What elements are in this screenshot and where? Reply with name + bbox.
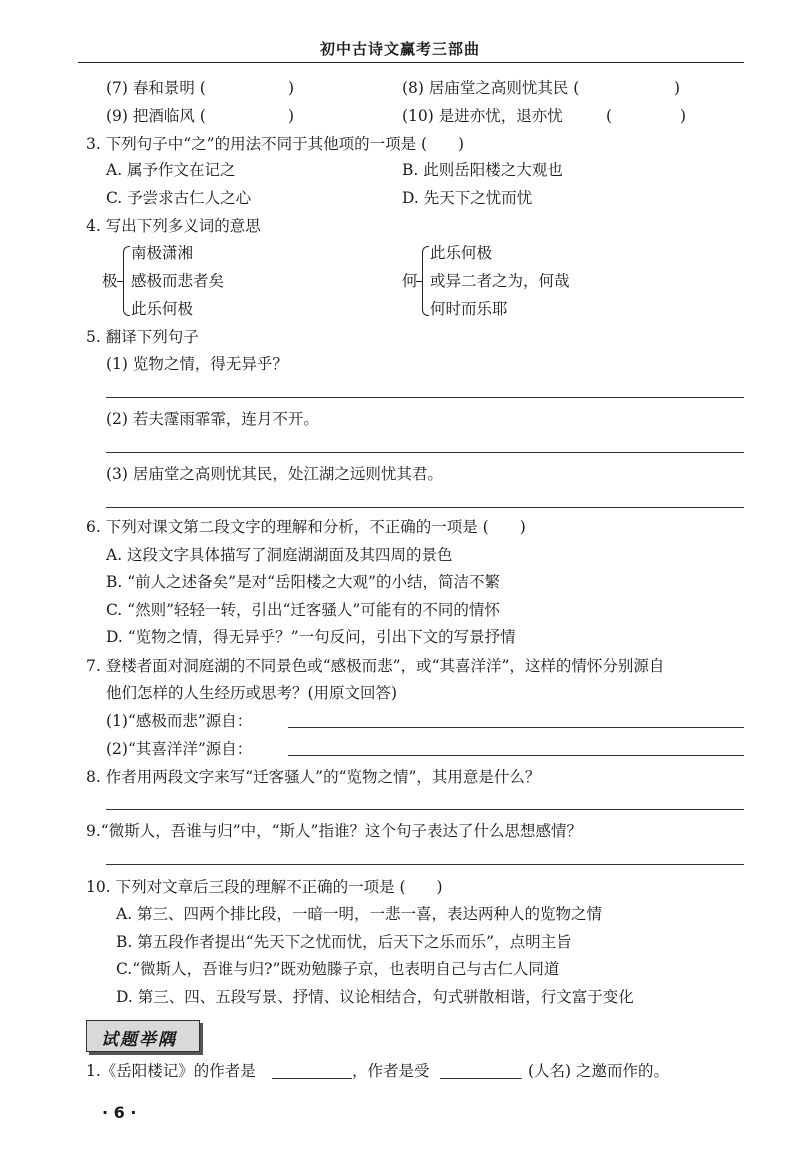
q10-option-d: D. 第三、四、五段写景、抒情、议论相结合，句式骈散相谐，行文富于变化 [116, 988, 634, 1006]
q2-item-10-close: ) [680, 107, 687, 125]
q7-answer-line-2 [288, 755, 744, 756]
q2-item-8: (8) 居庙堂之高则忧其民 ( [402, 79, 580, 97]
q5-sentence-1: (1) 览物之情，得无异乎？ [106, 355, 288, 373]
q9-stem: 9.“微斯人，吾谁与归”中，“斯人”指谁？这个句子表达了什么思想感情？ [86, 822, 582, 840]
q2-item-10: (10) 是进亦忧，退亦忧 [402, 107, 563, 125]
q4-word-1-item-2: 感极而悲者矣 [131, 272, 225, 290]
q5-stem: 5. 翻译下列句子 [86, 328, 199, 346]
q6-option-b: B. “前人之述备矣”是对“岳阳楼之大观”的小结，简洁不繁 [106, 573, 500, 591]
q3-option-c: C. 予尝求古仁人之心 [106, 189, 252, 207]
s1-blank-2 [440, 1078, 522, 1079]
section-tag-label: 试题举隅 [101, 1030, 177, 1050]
q7-sub-1: (1)“感极而悲”源自： [106, 712, 253, 730]
q6-option-c: C. “然则”轻轻一转，引出“迁客骚人”可能有的不同的情怀 [106, 601, 500, 619]
q2-item-10-open: ( [606, 107, 613, 125]
q10-option-b: B. 第五段作者提出“先天下之忧而忧，后天下之乐而乐”，点明主旨 [116, 933, 572, 951]
section-tag [86, 1020, 200, 1052]
q10-stem: 10. 下列对文章后三段的理解不正确的一项是 ( ) [86, 878, 443, 896]
s1-blank-1 [272, 1078, 352, 1079]
q5-answer-line-2 [106, 452, 744, 453]
q5-sentence-3: (3) 居庙堂之高则忧其民，处江湖之远则忧其君。 [106, 465, 443, 483]
q2-item-7: (7) 春和景明 ( [106, 79, 206, 97]
q7-stem-line-1: 7. 登楼者面对洞庭湖的不同景色或“感极而悲”，或“其喜洋洋”，这样的情怀分别源自 [86, 657, 665, 675]
q8-stem: 8. 作者用两段文字来写“迁客骚人”的“览物之情”，其用意是什么？ [86, 768, 541, 786]
q7-answer-line-1 [288, 727, 744, 728]
q6-option-a: A. 这段文字具体描写了洞庭湖湖面及其四周的景色 [106, 546, 453, 564]
q4-word-2: 何 [402, 272, 418, 290]
q8-answer-line [106, 809, 744, 810]
s1-part-1: 1.《岳阳楼记》的作者是 [86, 1062, 256, 1080]
q4-word-2-item-1: 此乐何极 [430, 244, 493, 262]
q7-sub-2: (2)“其喜洋洋”源自： [106, 740, 253, 758]
q4-word-1-item-3: 此乐何极 [131, 300, 194, 318]
q5-sentence-2: (2) 若夫霪雨霏霏，连月不开。 [106, 410, 319, 428]
q3-option-b: B. 此则岳阳楼之大观也 [402, 161, 563, 179]
s1-part-3: (人名) 之邀而作的。 [528, 1062, 670, 1080]
q10-option-a: A. 第三、四两个排比段，一暗一明，一悲一喜，表达两种人的览物之情 [116, 905, 603, 923]
header-rule [78, 62, 744, 63]
q2-item-8-close: ) [674, 79, 681, 97]
q9-answer-line [106, 864, 744, 865]
s1-part-2: ，作者是受 [352, 1062, 430, 1080]
page-header-title: 初中古诗文赢考三部曲 [319, 40, 480, 58]
q4-word-1-item-1: 南极潇湘 [131, 244, 194, 262]
q2-item-9: (9) 把酒临风 ( [106, 107, 206, 125]
q5-answer-line-3 [106, 507, 744, 508]
q5-answer-line-1 [106, 397, 744, 398]
q10-option-c: C.“微斯人，吾谁与归?”既劝勉滕子京，也表明自己与古仁人同道 [116, 960, 560, 978]
q2-item-9-close: ) [288, 107, 295, 125]
q4-brace-2 [422, 246, 429, 316]
q2-item-7-close: ) [288, 79, 295, 97]
q4-word-1: 极 [102, 272, 118, 290]
q4-word-2-item-3: 何时而乐耶 [430, 300, 508, 318]
page-number: · 6 · [102, 1103, 137, 1122]
q4-brace-1 [123, 246, 130, 316]
q6-stem: 6. 下列对课文第二段文字的理解和分析，不正确的一项是 ( ) [86, 518, 526, 536]
q4-word-2-item-2: 或异二者之为，何哉 [430, 272, 570, 290]
q3-option-a: A. 属予作文在记之 [106, 161, 236, 179]
q4-stem: 4. 写出下列多义词的意思 [86, 217, 261, 235]
q3-option-d: D. 先天下之忧而忧 [402, 189, 533, 207]
q6-option-d: D. “览物之情，得无异乎？”一句反问，引出下文的写景抒情 [106, 628, 516, 646]
q7-stem-line-2: 他们怎样的人生经历或思考？(用原文回答) [106, 684, 398, 702]
q3-stem: 3. 下列句子中“之”的用法不同于其他项的一项是 ( ) [86, 135, 465, 153]
